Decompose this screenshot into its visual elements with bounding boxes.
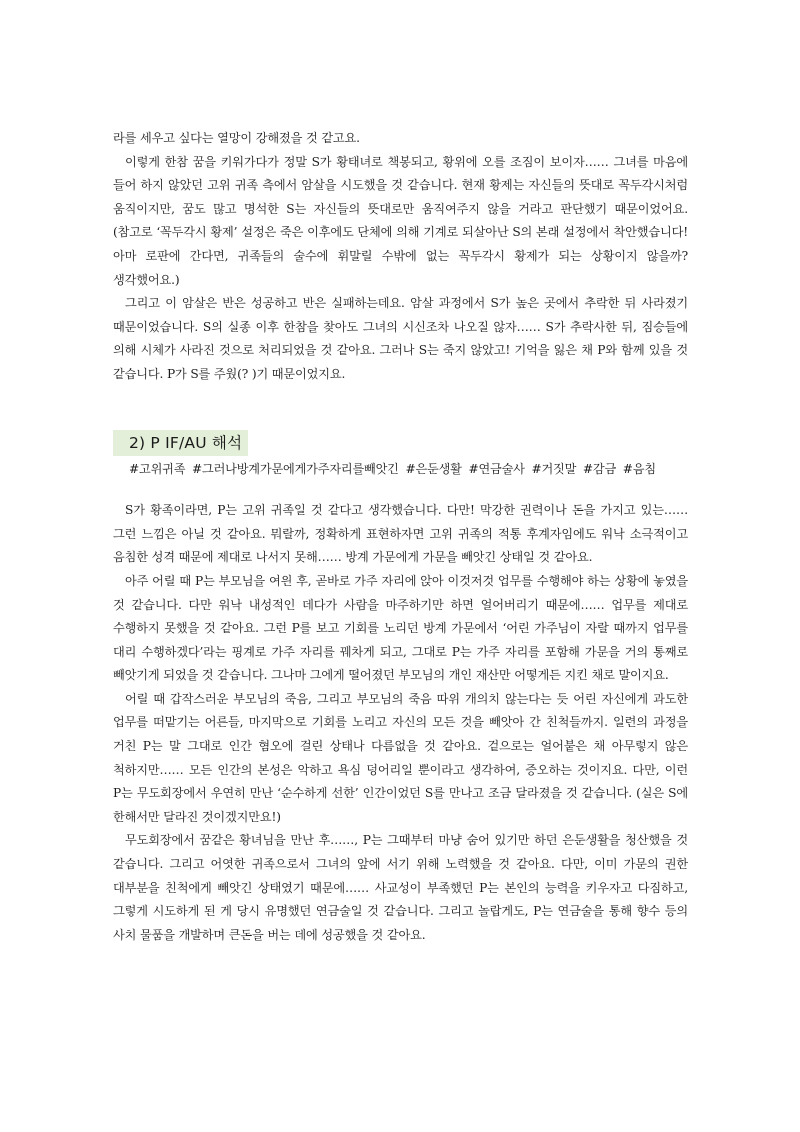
paragraph-5: 아주 어릴 때 P는 부모님을 여읜 후, 곧바로 가주 자리에 앉아 이것저것 업무를 수행해야 하는 상황에 놓였을 것 같습니다. 다만 워낙 내성적인 데다가 사람을 마주하기만 하면 얼어버리기 때문에…… 업무를 제대로 수행하지 못했을 것 같아요. 그런 P를 보고 기회를 노리던 방계 가문에서 ‘어린 가주님이 자랄 때까지 업무를 대리 수행하겠다’라는 핑계로 가주 자리를 꿰차게 되고, 그대로 P는 가주 자리를 포함해 가문을 거의 통째로 빼앗기게 되었을 것 같습니다. 그나마 그에게 떨어졌던 부모님의 개인 재산만 어떻게든 지킨 채로 말이지요. [113, 573, 688, 683]
paragraph-3: 그리고 이 암살은 반은 성공하고 반은 실패하는데요. 암살 과정에서 S가 높은 곳에서 추락한 뒤 사라졌기 때문이었습니다. S의 실종 이후 한참을 찾아도 그녀의 시신조차 나오질 않자…… S가 추락사한 뒤, 짐승들에 의해 시체가 사라진 것으로 처리되었을 것 같아요. 그러나 S는 죽지 않았고! 기억을 잃은 채 P와 함께 있을 것 같습니다. P가 S를 주웠(? )기 때문이었지요. [113, 296, 688, 381]
section-title: 2) P IF/AU 해석 [113, 430, 248, 456]
tag-list [113, 458, 688, 482]
paragraph-1: 라를 세우고 싶다는 열망이 강해졌을 것 같고요. [113, 131, 360, 145]
paragraph-4: S가 황족이라면, P는 고위 귀족일 것 같다고 생각했습니다. 다만! 막강한 권력이나 돈을 가지고 있는…… 그런 느낌은 아닐 것 같아요. 뭐랄까, 정확하게 표현하자면 고위 귀족의 적통 후계자임에도 워낙 소극적이고 음침한 성격 때문에 제대로 나서지 못해…… 방계 가문에게 가문을 빼앗긴 상태일 것 같아요. [113, 503, 688, 565]
tag: #고위귀족 [129, 461, 186, 476]
paragraph-2: 이렇게 한참 꿈을 키워가다가 정말 S가 황태녀로 책봉되고, 황위에 오를 조짐이 보이자…… 그녀를 마음에 들어 하지 않았던 고위 귀족 측에서 암살을 시도했을 것 같습니다. 현재 황제는 자신들의 뜻대로 꼭두각시처럼 움직이지만, 꿈도 많고 명석한 S는 자신들의 뜻대로만 움직여주지 않을 거라고 판단했기 때문이었어요. (참고로 ‘꼭두각시 황제’ 설정은 죽은 이후에도 단체에 의해 기계로 되살아난 S의 본래 설정에서 착안했습니다! 아마 로판에 간다면, 귀족들의 술수에 휘말릴 수밖에 없는 꼭두각시 황제가 되는 상황이지 않을까? 생각했어요.) [113, 154, 688, 287]
tag: #감금 [582, 461, 617, 476]
tag: #그러나방계가문에게가주자리를빼앗긴 [192, 461, 399, 476]
document-page [113, 127, 688, 947]
paragraph-6: 어릴 때 갑작스러운 부모님의 죽음, 그리고 부모님의 죽음 따위 개의치 않는다는 듯 어린 자신에게 과도한 업무를 떠맡기는 어른들, 마지막으로 기회를 노리고 자신의 모든 것을 빼앗아 간 친척들까지. 일련의 과정을 거친 P는 말 그대로 인간 혐오에 걸린 상태나 다름없을 것 같아요. 겉으로는 얼어붙은 채 아무렇지 않은 척하지만…… 모든 인간의 본성은 악하고 욕심 덩어리일 뿐이라고 생각하여, 증오하는 것이지요. 다만, 이런 P는 무도회장에서 우연히 만난 ‘순수하게 선한’ 인간이었던 S를 만나고 조금 달라졌을 것 같습니다. (실은 S에 한해서만 달라진 것이겠지만요!) [113, 691, 688, 824]
tag: #거짓말 [531, 461, 577, 476]
paragraph-7: 무도회장에서 꿈같은 황녀님을 만난 후……, P는 그때부터 마냥 숨어 있기만 하던 은둔생활을 청산했을 것 같습니다. 그리고 어엿한 귀족으로서 그녀의 앞에 서기 위해 노력했을 것 같아요. 다만, 이미 가문의 권한 대부분을 친척에게 빼앗긴 상태였기 때문에…… 사교성이 부족했던 P는 본인의 능력을 키우자고 다짐하고, 그렇게 시도하게 된 게 당시 유명했던 연금술일 것 같습니다. 그리고 놀랍게도, P는 연금술을 통해 향수 등의 사치 물품을 개발하며 큰돈을 버는 데에 성공했을 것 같아요. [113, 833, 688, 942]
tag: #연금술사 [468, 461, 525, 476]
section-header [113, 430, 688, 482]
tag: #음침 [622, 461, 656, 476]
tag: #은둔생활 [405, 461, 462, 476]
spacer [113, 481, 688, 499]
